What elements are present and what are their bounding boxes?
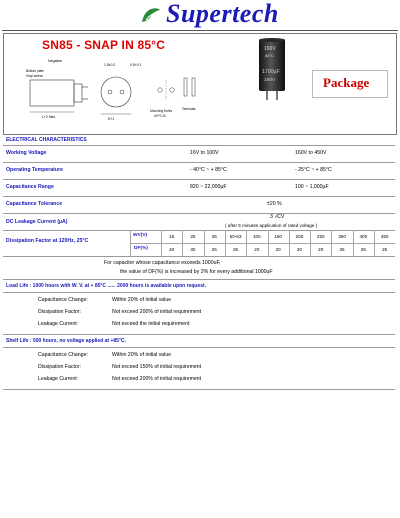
wv-cell: 50-63 [229, 234, 242, 239]
label-operating-temperature: Operating Temperature [6, 167, 63, 173]
photo-text: 160V [264, 46, 276, 52]
label-capacitance-range: Capacitance Range [6, 184, 54, 190]
life-item-label: Leakage Current: [38, 321, 79, 327]
life-item-label: Capacitance Change: [38, 297, 88, 303]
life-item-value: Within 20% of initial value [112, 297, 172, 303]
dimension-drawing [12, 56, 202, 124]
table-divider [310, 230, 311, 256]
wv-cell: 160 [274, 234, 282, 239]
life-item-label: Dissipation Factor: [38, 364, 81, 370]
drawing-label: 1.5±0.2 [104, 63, 116, 67]
photo-text: 85°C [265, 53, 274, 58]
df-cell: 20 [296, 247, 302, 252]
wv-cell: 25 [190, 234, 196, 239]
drawing-label: of P.C.B. [154, 114, 167, 118]
table-divider [268, 230, 269, 256]
life-item-value: Not exceed the initial requirement [112, 321, 190, 327]
divider [3, 292, 395, 293]
table-divider [374, 230, 375, 256]
divider [3, 230, 395, 231]
label-working-voltage: Working Voltage [6, 150, 47, 156]
capacitor-photo [258, 37, 286, 101]
drawing-label: Terminals [182, 107, 196, 111]
table-divider [130, 230, 131, 256]
package-link[interactable]: Package [323, 75, 370, 90]
section-shelf-life: Shelf Life : 500 hours, no voltage applied at +85°C. [6, 338, 126, 344]
logo-icon [140, 6, 162, 24]
drawing-label: Bottom plate [26, 69, 44, 73]
drawing-label: D+1 [108, 117, 115, 121]
header-divider [2, 30, 398, 31]
value-dc-leakage-formula: 3 √CV [270, 214, 285, 220]
df-cell: 30 [190, 247, 196, 252]
value-working-voltage-2: 160V to 450V [295, 150, 327, 156]
divider [3, 162, 395, 163]
value-working-voltage-1: 16V to 100V [190, 150, 219, 156]
label-capacitance-tolerance: Capacitance Tolerance [6, 201, 63, 207]
life-item-label: Dissipation Factor: [38, 309, 81, 315]
table-divider [331, 230, 332, 256]
photo-text: 180V [264, 78, 276, 83]
divider [3, 145, 395, 146]
df-note-1: For capacitor whose capacitance exceeds 1000uF, [104, 260, 221, 266]
wv-cell: 350 [338, 234, 346, 239]
divider [3, 196, 395, 197]
life-item-value: Within 20% of initial value [112, 352, 172, 358]
section-electrical: ELECTRICAL CHARACTERISTICS [6, 137, 87, 143]
divider [3, 213, 395, 214]
table-divider [204, 230, 205, 256]
brand-name: Supertech [166, 0, 279, 28]
life-item-label: Capacitance Change: [38, 352, 88, 358]
value-operating-temperature-1: - 40°C ~ + 85°C [190, 167, 227, 173]
label-dissipation-factor: Dissipation Factor at 120Hz, 25°C [6, 238, 89, 244]
brand-logo [140, 2, 340, 30]
divider [3, 334, 395, 335]
life-item-value: Not exceed 200% of initial requirement [112, 376, 202, 382]
wv-cell: 400 [359, 234, 368, 239]
df-cell: 20 [254, 247, 260, 252]
df-header: DF(%) [134, 246, 148, 251]
wv-cell: 16 [169, 234, 175, 239]
drawing-label: 0.8+0.1 [130, 63, 142, 67]
section-load-life: Load Life : 1000 hours with W. V. at + 85°C ...... 2000 hours is available upon request. [6, 283, 207, 289]
drawing-label: Mounting Holes [150, 109, 173, 113]
df-cell: 40 [169, 247, 175, 252]
table-divider [289, 230, 290, 256]
page-title: SN85 - SNAP IN 85°C [42, 38, 166, 52]
df-cell: 20 [275, 247, 281, 252]
value-capacitance-range-1: 820 ~ 22,000µF [190, 184, 227, 190]
table-divider [225, 230, 226, 256]
drawing-label: L+2 Max. [42, 115, 57, 119]
table-divider [182, 230, 183, 256]
df-cell: 25 [382, 247, 388, 252]
df-cell: 25 [211, 247, 217, 252]
df-cell: 20 [318, 247, 324, 252]
divider [3, 256, 395, 257]
label-dc-leakage: DC Leakage Current (µA) [6, 219, 68, 225]
wv-cell: 250 [316, 234, 325, 239]
value-operating-temperature-2: - 25°C ~ + 85°C [295, 167, 332, 173]
df-note-2: the value of DF(%) is increased by 2% for every additional 1000uF [120, 269, 273, 275]
life-item-label: Leakage Current: [38, 376, 79, 382]
life-item-value: Not exceed 200% of initial requirement [112, 309, 202, 315]
table-divider [246, 230, 247, 256]
wv-header: WV(V) [133, 233, 148, 238]
photo-text: 1700µF [262, 69, 280, 75]
df-cell: 25 [339, 247, 345, 252]
drawing-label: Vinyl sleeve [26, 74, 43, 78]
value-capacitance-range-2: 100 ~ 1,000µF [295, 184, 329, 190]
divider [3, 279, 395, 280]
wv-cell: 200 [295, 234, 304, 239]
wv-cell: 35 [211, 234, 217, 239]
divider [3, 347, 395, 348]
value-dc-leakage-note: ( after 5 minutes application of rated voltage ) [225, 223, 318, 228]
drawing-label: Negative [48, 59, 63, 63]
table-divider [130, 243, 395, 244]
life-item-value: Not exceed 150% of initial requirement [112, 364, 202, 370]
divider [3, 389, 395, 390]
df-cell: 25 [232, 247, 239, 252]
wv-cell: 100 [253, 234, 261, 239]
df-cell: 25 [360, 247, 366, 252]
wv-cell: 450 [380, 234, 389, 239]
table-divider [353, 230, 354, 256]
value-capacitance-tolerance: ±20 % [267, 201, 282, 207]
divider [3, 179, 395, 180]
